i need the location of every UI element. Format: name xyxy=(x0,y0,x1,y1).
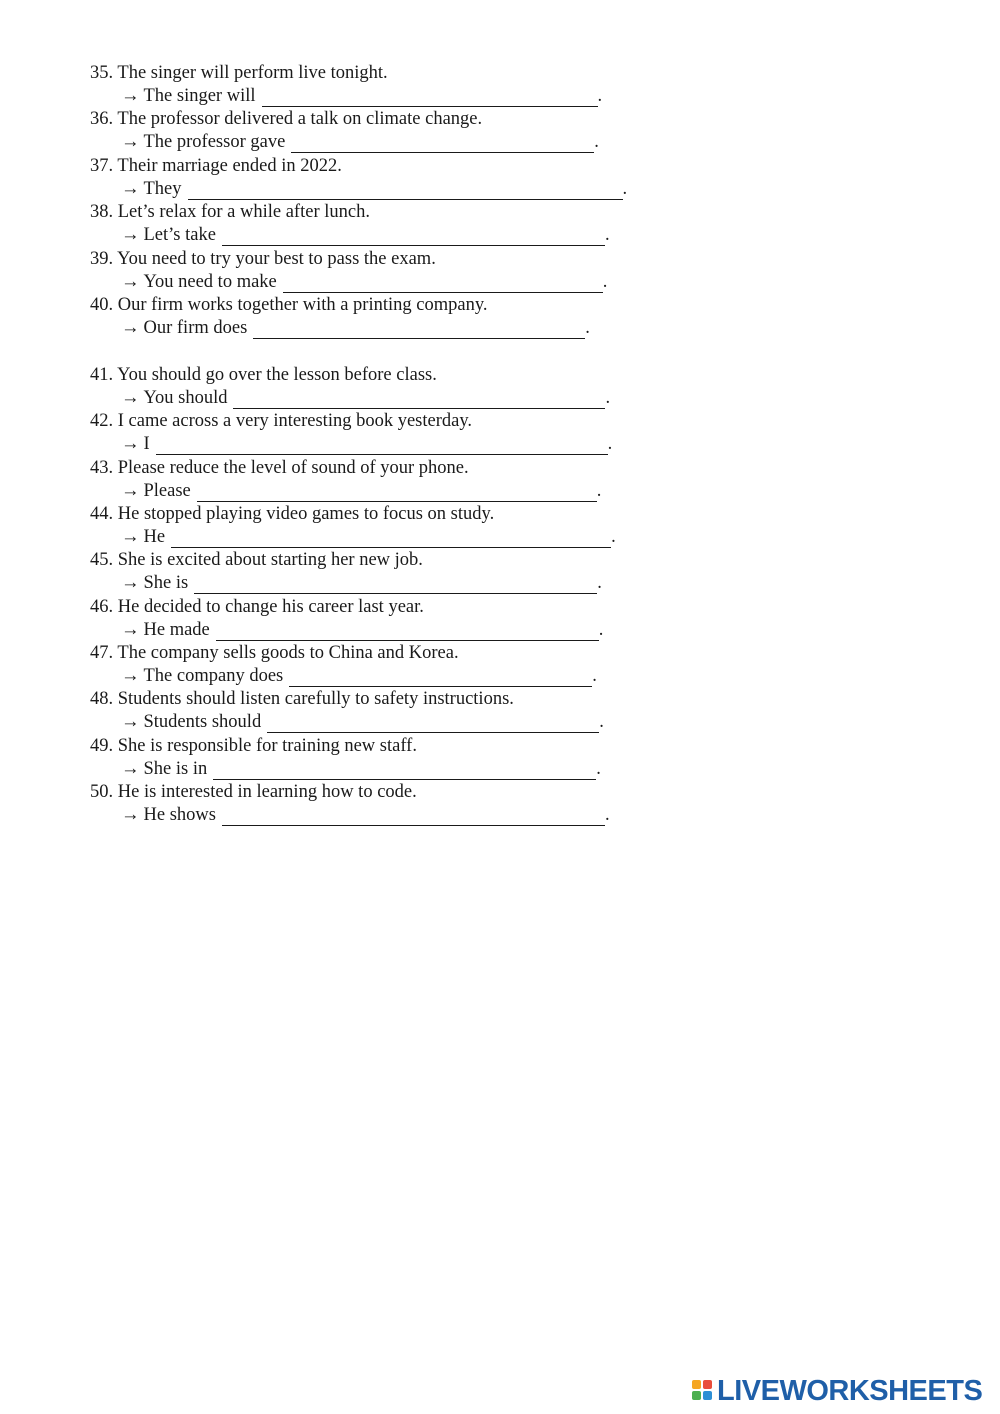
answer-blank[interactable] xyxy=(262,87,598,107)
answer-line xyxy=(90,665,710,688)
exercise-item xyxy=(90,201,710,247)
exercise-sentence: He is interested in learning how to code. xyxy=(117,782,417,802)
answer-stem: Our firm does xyxy=(143,318,248,338)
answer-line xyxy=(90,224,710,247)
exercise-prompt xyxy=(90,294,710,317)
exercise-sentence: She is responsible for training new staff. xyxy=(117,736,417,756)
exercise-prompt xyxy=(90,781,710,804)
exercise-sentence: Please reduce the level of sound of your phone. xyxy=(117,458,469,478)
answer-period: . xyxy=(596,759,601,779)
exercise-number: 49. xyxy=(90,736,114,756)
exercise-number: 41. xyxy=(90,365,114,385)
exercise-sentence: I came across a very interesting book yesterday. xyxy=(117,411,473,431)
exercise-prompt xyxy=(90,108,710,131)
exercise-item xyxy=(90,549,710,595)
exercise-sentence: Their marriage ended in 2022. xyxy=(117,156,342,176)
arrow-icon: → xyxy=(121,272,140,292)
answer-period: . xyxy=(622,179,628,199)
answer-period: . xyxy=(604,805,610,825)
exercise-number: 44. xyxy=(90,504,114,524)
exercise-number: 35. xyxy=(90,63,114,83)
answer-blank[interactable] xyxy=(188,180,623,200)
answer-blank[interactable] xyxy=(222,226,605,246)
exercise-sentence: Let’s relax for a while after lunch. xyxy=(117,202,370,222)
exercise-prompt xyxy=(90,364,710,387)
arrow-icon: → xyxy=(121,132,140,152)
exercise-item xyxy=(90,781,710,827)
answer-stem: The company does xyxy=(143,666,284,686)
exercise-item xyxy=(90,410,710,456)
liveworksheets-logo-icon xyxy=(692,1380,714,1402)
arrow-icon: → xyxy=(121,388,140,408)
exercise-prompt xyxy=(90,201,710,224)
exercise-item xyxy=(90,503,710,549)
answer-blank[interactable] xyxy=(213,760,596,780)
answer-line xyxy=(90,433,710,456)
answer-period: . xyxy=(594,132,599,152)
arrow-icon: → xyxy=(121,481,140,501)
exercise-sentence: Students should listen carefully to safety instructions. xyxy=(117,689,514,709)
exercise-item xyxy=(90,62,710,108)
answer-line xyxy=(90,619,710,642)
answer-stem: You need to make xyxy=(143,272,277,292)
answer-stem: I xyxy=(143,434,150,454)
answer-period: . xyxy=(597,573,602,593)
exercise-number: 47. xyxy=(90,643,114,663)
exercise-number: 38. xyxy=(90,202,114,222)
answer-blank[interactable] xyxy=(253,319,585,339)
answer-line xyxy=(90,271,710,294)
answer-blank[interactable] xyxy=(197,482,597,502)
answer-blank[interactable] xyxy=(171,528,611,548)
exercise-item xyxy=(90,642,710,688)
exercise-number: 50. xyxy=(90,782,114,802)
exercise-number: 45. xyxy=(90,550,114,570)
exercise-item xyxy=(90,248,710,294)
answer-line xyxy=(90,526,710,549)
arrow-icon: → xyxy=(121,318,140,338)
exercise-number: 37. xyxy=(90,156,114,176)
answer-stem: The professor gave xyxy=(143,132,286,152)
answer-blank[interactable] xyxy=(216,621,599,641)
arrow-icon: → xyxy=(121,666,140,686)
answer-stem: He made xyxy=(143,620,210,640)
exercise-number: 43. xyxy=(90,458,114,478)
exercise-prompt xyxy=(90,155,710,178)
arrow-icon: → xyxy=(121,620,140,640)
arrow-icon: → xyxy=(121,573,140,593)
answer-blank[interactable] xyxy=(222,806,605,826)
answer-period: . xyxy=(597,86,603,106)
exercise-prompt xyxy=(90,596,710,619)
answer-blank[interactable] xyxy=(289,667,592,687)
exercise-prompt xyxy=(90,642,710,665)
exercise-item xyxy=(90,155,710,201)
answer-blank[interactable] xyxy=(267,713,599,733)
exercise-number: 40. xyxy=(90,295,114,315)
exercise-number: 36. xyxy=(90,109,114,129)
exercise-item xyxy=(90,457,710,503)
arrow-icon: → xyxy=(121,527,140,547)
exercise-prompt xyxy=(90,457,710,480)
answer-period: . xyxy=(607,434,613,454)
answer-stem: He shows xyxy=(143,805,216,825)
arrow-icon: → xyxy=(121,225,140,245)
exercise-sentence: Our firm works together with a printing company. xyxy=(117,295,488,315)
exercise-prompt xyxy=(90,735,710,758)
exercise-prompt xyxy=(90,410,710,433)
exercise-number: 39. xyxy=(90,249,114,269)
answer-line xyxy=(90,480,710,503)
arrow-icon: → xyxy=(121,434,140,454)
exercise-number: 46. xyxy=(90,597,114,617)
answer-period: . xyxy=(611,527,616,547)
answer-stem: The singer will xyxy=(143,86,256,106)
answer-period: . xyxy=(604,225,610,245)
answer-blank[interactable] xyxy=(194,574,597,594)
answer-blank[interactable] xyxy=(233,389,605,409)
logo-square xyxy=(703,1391,712,1400)
logo-square xyxy=(692,1391,701,1400)
exercise-item xyxy=(90,108,710,154)
exercise-prompt xyxy=(90,62,710,85)
answer-stem: They xyxy=(143,179,182,199)
exercise-prompt xyxy=(90,503,710,526)
answer-blank[interactable] xyxy=(283,273,603,293)
liveworksheets-brand: LIVEWORKSHEETS xyxy=(717,1375,983,1407)
answer-stem: You should xyxy=(143,388,228,408)
liveworksheets-logo[interactable] xyxy=(692,1376,982,1406)
answer-line xyxy=(90,85,710,108)
arrow-icon: → xyxy=(121,86,140,106)
exercise-item xyxy=(90,735,710,781)
arrow-icon: → xyxy=(121,759,140,779)
answer-period: . xyxy=(605,388,611,408)
exercise-sentence: The company sells goods to China and Korea. xyxy=(117,643,459,663)
exercise-item xyxy=(90,596,710,642)
exercise-sentence: You need to try your best to pass the exam. xyxy=(117,249,436,269)
arrow-icon: → xyxy=(121,712,140,732)
answer-line xyxy=(90,711,710,734)
arrow-icon: → xyxy=(121,805,140,825)
answer-stem: Please xyxy=(143,481,191,501)
exercise-number: 48. xyxy=(90,689,114,709)
answer-stem: She is xyxy=(143,573,189,593)
answer-period: . xyxy=(592,666,597,686)
answer-stem: Let’s take xyxy=(143,225,216,245)
arrow-icon: → xyxy=(121,179,140,199)
answer-line xyxy=(90,387,710,410)
answer-blank[interactable] xyxy=(156,435,608,455)
answer-line xyxy=(90,131,710,154)
answer-blank[interactable] xyxy=(291,133,594,153)
answer-period: . xyxy=(602,272,608,292)
answer-period: . xyxy=(596,481,602,501)
exercise-sentence: She is excited about starting her new job. xyxy=(117,550,423,570)
logo-square xyxy=(703,1380,712,1389)
logo-square xyxy=(692,1380,701,1389)
answer-line xyxy=(90,758,710,781)
exercise-sentence: He stopped playing video games to focus on study. xyxy=(117,504,495,524)
exercise-prompt xyxy=(90,549,710,572)
answer-line xyxy=(90,317,710,340)
exercise-sentence: The professor delivered a talk on climate change. xyxy=(117,109,483,129)
answer-period: . xyxy=(598,620,604,640)
answer-period: . xyxy=(585,318,590,338)
answer-line xyxy=(90,178,710,201)
exercise-sentence: The singer will perform live tonight. xyxy=(117,63,388,83)
answer-stem: She is in xyxy=(143,759,208,779)
answer-period: . xyxy=(599,712,604,732)
exercise-item xyxy=(90,688,710,734)
exercise-sentence: He decided to change his career last year. xyxy=(117,597,424,617)
exercise-sentence: You should go over the lesson before class. xyxy=(117,365,437,385)
exercise-item xyxy=(90,294,710,340)
exercise-prompt xyxy=(90,248,710,271)
answer-line xyxy=(90,572,710,595)
exercise-prompt xyxy=(90,688,710,711)
exercise-number: 42. xyxy=(90,411,114,431)
answer-line xyxy=(90,804,710,827)
exercise-item xyxy=(90,364,710,410)
answer-stem: He xyxy=(143,527,166,547)
answer-stem: Students should xyxy=(143,712,262,732)
